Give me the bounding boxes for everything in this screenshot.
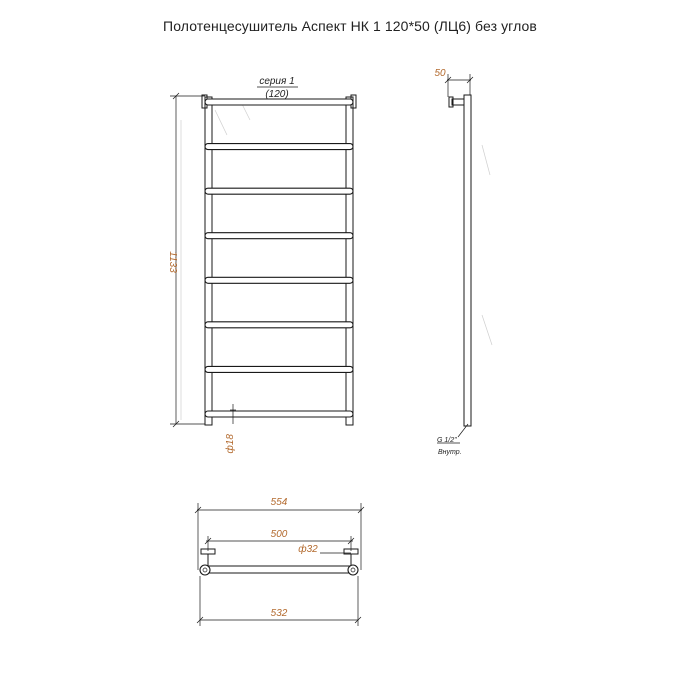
depth-dimension <box>434 68 473 97</box>
series-label: серия 1 <box>259 76 295 87</box>
flange-dim-label: ф32 <box>298 544 318 555</box>
bottom-width-label: 532 <box>270 608 288 619</box>
pipe-dia-label: ф18 <box>225 434 236 454</box>
flange-dimension <box>298 543 351 555</box>
front-rails <box>205 99 353 417</box>
front-rail <box>205 144 353 150</box>
front-rail <box>205 322 353 328</box>
right-rail-end <box>348 565 358 575</box>
height-dim-label: 1133 <box>167 251 178 273</box>
center-distance-label: 500 <box>270 529 288 540</box>
left-rail-end <box>200 565 210 575</box>
front-view <box>167 76 356 453</box>
side-post <box>464 95 471 426</box>
front-rail <box>205 277 353 283</box>
front-rail <box>205 366 353 372</box>
side-bracket <box>452 99 464 105</box>
bottom-width-dimension <box>197 576 361 626</box>
thread-note <box>437 424 468 456</box>
page-title: Полотенцесушитель Аспект НК 1 120*50 (ЛЦ6) без углов <box>163 18 537 34</box>
top-rail <box>205 566 354 573</box>
center-distance-dimension <box>205 529 354 551</box>
side-hatch <box>482 145 492 345</box>
front-rail <box>205 411 353 417</box>
overall-width-label: 554 <box>270 497 288 508</box>
height-dimension <box>167 93 205 427</box>
series-value: (120) <box>265 89 289 100</box>
thread-label: G 1/2" <box>437 437 457 444</box>
series-annotation <box>257 76 298 100</box>
depth-dim-label: 50 <box>434 68 446 79</box>
front-rail <box>205 188 353 194</box>
thread-note-label: Внутр. <box>438 449 462 456</box>
top-view <box>195 497 364 626</box>
side-view <box>434 68 492 456</box>
front-rail <box>205 233 353 239</box>
